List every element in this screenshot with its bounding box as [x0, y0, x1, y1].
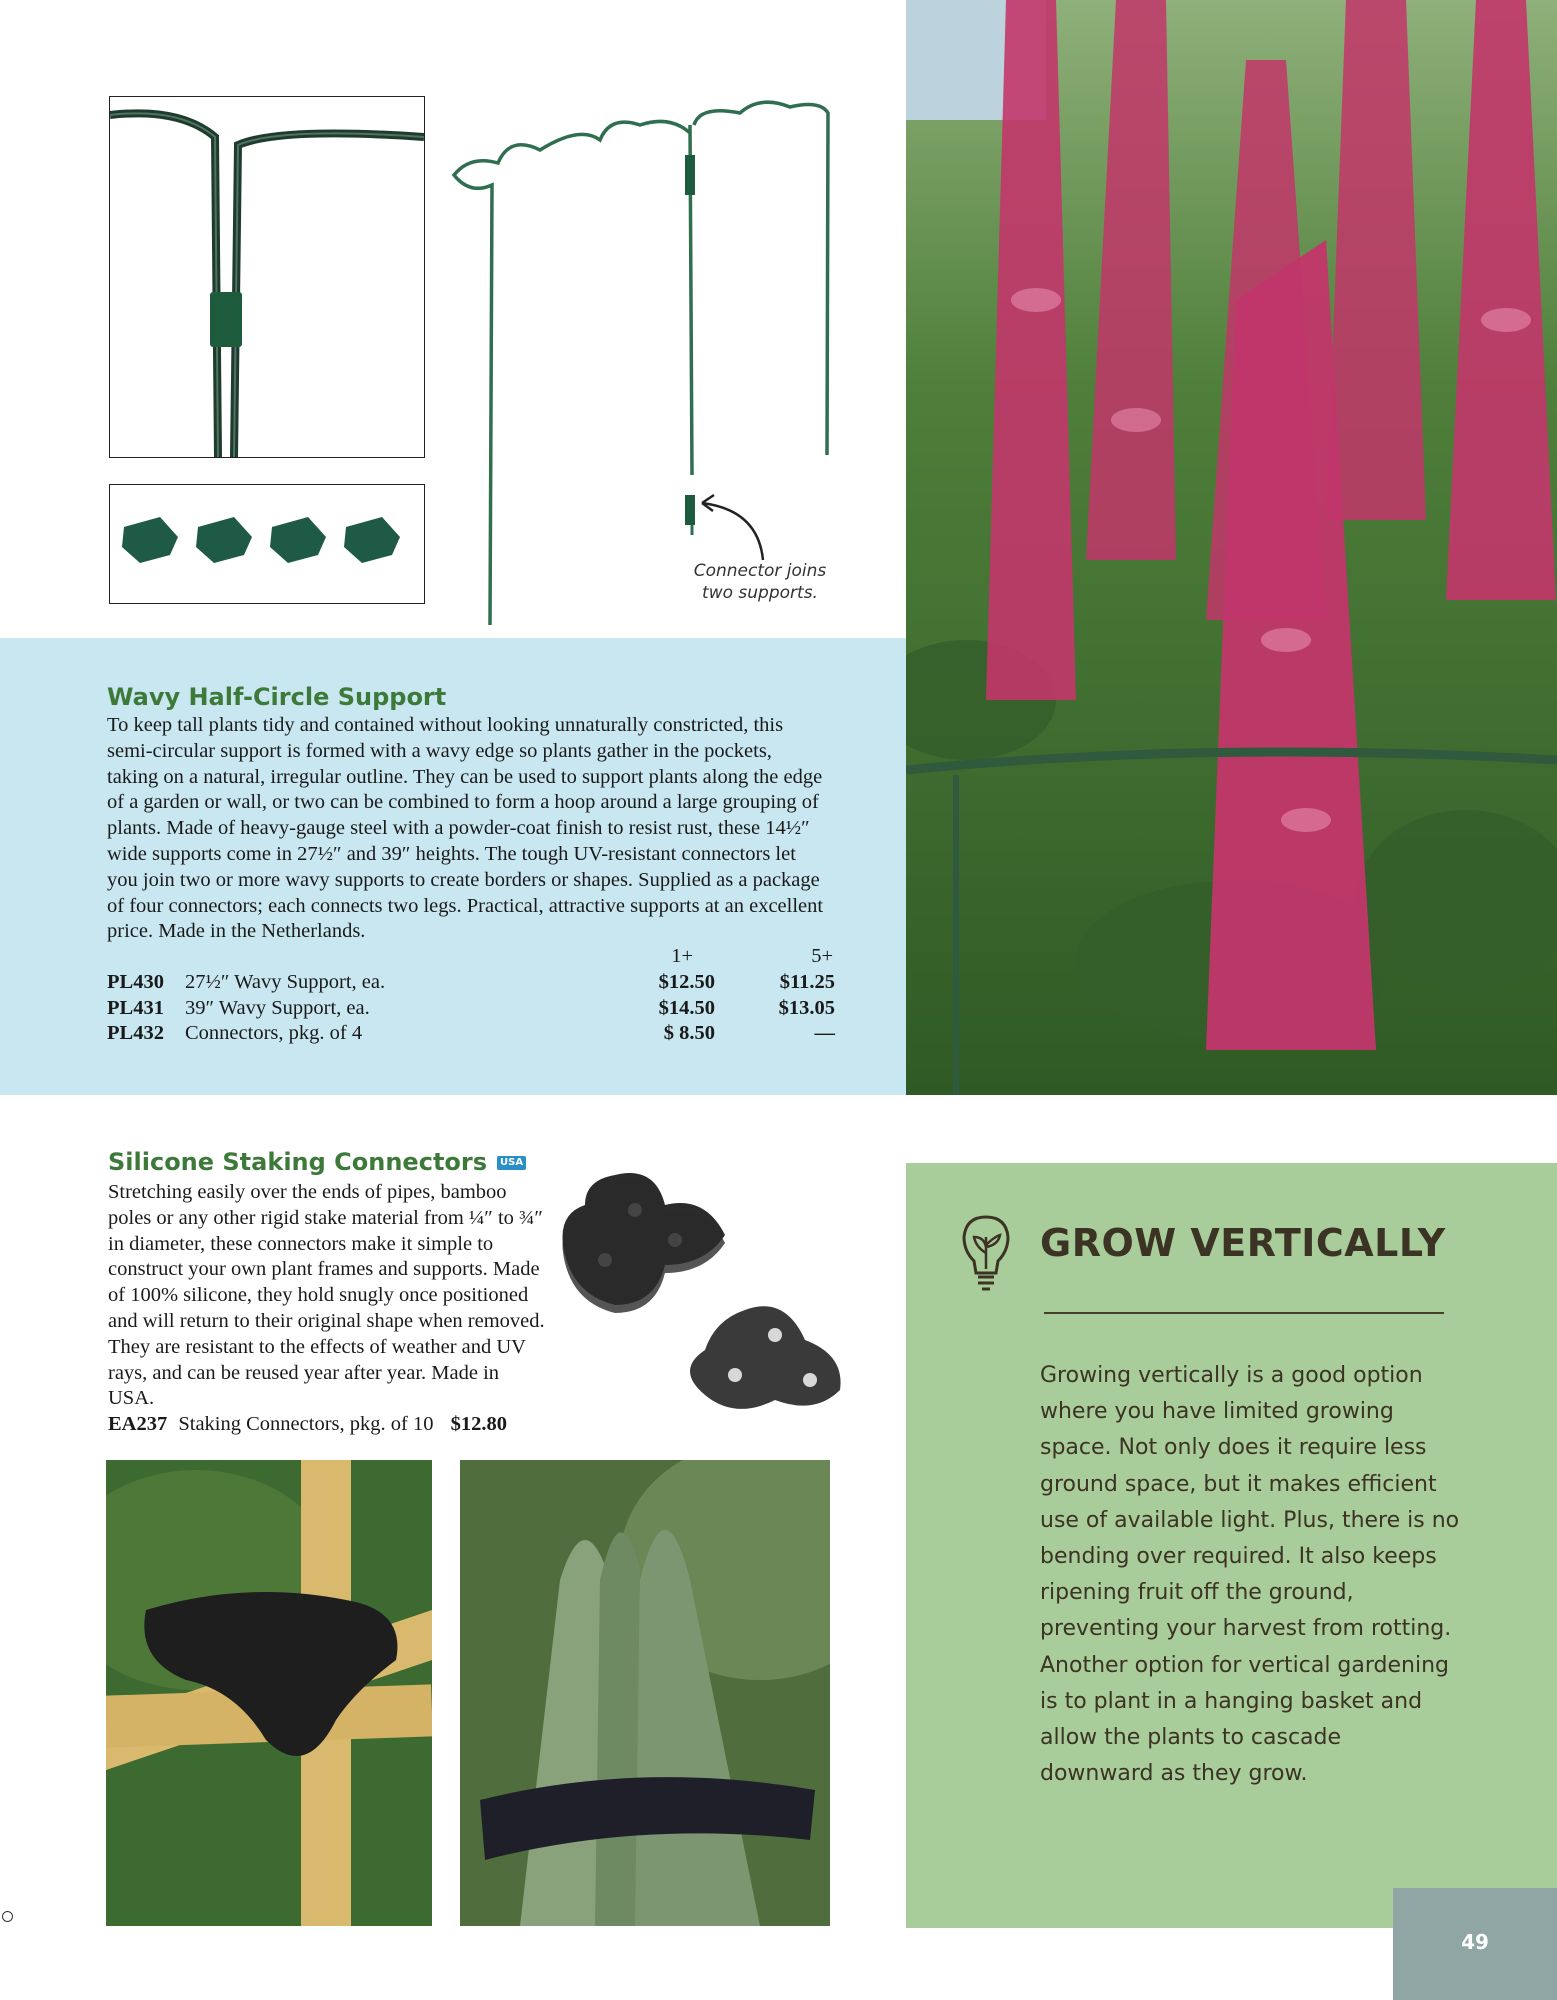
- silicone-connectors-illustration: [555, 1165, 855, 1435]
- item-name: 39″ Wavy Support, ea.: [185, 996, 370, 1019]
- price-row: [107, 970, 835, 996]
- item-name: 27½″ Wavy Support, ea.: [185, 970, 386, 993]
- connector-price-line: [108, 1412, 507, 1438]
- item-price-1: $14.50: [658, 996, 715, 1019]
- green-stakes-photo: [460, 1460, 830, 1926]
- price-header-row: [107, 944, 835, 970]
- price-header-5plus: 5+: [811, 945, 833, 967]
- connector-callout: Connector joins two supports.: [693, 561, 827, 603]
- support-product-description: To keep tall plants tidy and contained without looking unnaturally constricted, this semi-circular support is formed with a wavy edge so plants gather in the pockets, taking on a natural, irregular outline. They can be used to support plants along the edge of a garden or wall, or two can be combined to form a hoop around a large grouping of plants. Made of heavy-gauge steel with a powder-coat finish to resist rust, these 14½″ wide supports come in 27½″ and 39″ heights. The tough UV-resistant connectors let you join two or more wavy supports to create borders or shapes. Supplied as a package of four connectors; each connects two legs. Practical, attractive supports at an excellent price. Made in the Netherlands.: [107, 714, 824, 943]
- connector-product-title: [108, 1148, 526, 1176]
- item-name: Connectors, pkg. of 4: [185, 1022, 363, 1045]
- tip-title: GROW VERTICALLY: [1040, 1221, 1446, 1265]
- support-price-table: [107, 944, 835, 1047]
- tip-body: Growing vertically is a good option where you have limited growing space. Not only does it require less ground space, but it makes efficient use of available light. Plus, there is no bending over required. It also keeps ripening fruit off the ground, preventing your harvest from rotting. Another option for vertical gardening is to plant in a hanging basket and allow the plants to cascade downward as they grow.: [1040, 1363, 1460, 1787]
- item-price-5: —: [814, 1022, 835, 1045]
- page-number-tab: [1393, 1888, 1557, 2000]
- price-header-1plus: 1+: [671, 945, 693, 967]
- connectors-set-image: [109, 484, 425, 604]
- item-price-1: $12.50: [658, 970, 715, 993]
- item-price-5: $13.05: [778, 996, 835, 1019]
- grow-vertically-tip: [906, 1163, 1557, 1928]
- connector-price: $12.80: [450, 1413, 507, 1435]
- item-price-5: $11.25: [779, 970, 835, 993]
- bamboo-connector-photo: [106, 1460, 432, 1926]
- support-product-title: Wavy Half-Circle Support: [107, 683, 447, 711]
- wavy-support-illustration: [440, 55, 840, 635]
- connector-sku: EA237: [108, 1413, 168, 1435]
- page-edge-mark: [2, 1911, 13, 1922]
- lupine-flowers-photo: [906, 0, 1557, 1095]
- usa-badge: USA: [497, 1156, 526, 1170]
- price-row: [107, 1021, 835, 1047]
- lightbulb-leaf-icon: [960, 1213, 1012, 1293]
- page-number: 49: [1461, 1930, 1489, 1954]
- connector-closeup-image: [109, 96, 425, 458]
- item-price-1: $ 8.50: [663, 1022, 715, 1045]
- connector-product-title-text: Silicone Staking Connectors: [108, 1148, 488, 1176]
- price-row: [107, 996, 835, 1022]
- item-sku: PL431: [107, 996, 164, 1019]
- item-sku: PL432: [107, 1022, 164, 1045]
- item-sku: PL430: [107, 970, 164, 993]
- connector-name: Staking Connectors, pkg. of 10: [178, 1413, 434, 1435]
- tip-divider: [1044, 1312, 1444, 1314]
- connector-product-description: Stretching easily over the ends of pipes, bamboo poles or any other rigid stake material from ¼″ to ¾″ in diameter, these connectors make it simple to construct your own plant frames and supports. Made of 100% silicone, they hold snugly once positioned and will return to their original shape when removed. They are resistant to the effects of weather and UV rays, and can be reused year after year. Made in USA.: [108, 1181, 545, 1410]
